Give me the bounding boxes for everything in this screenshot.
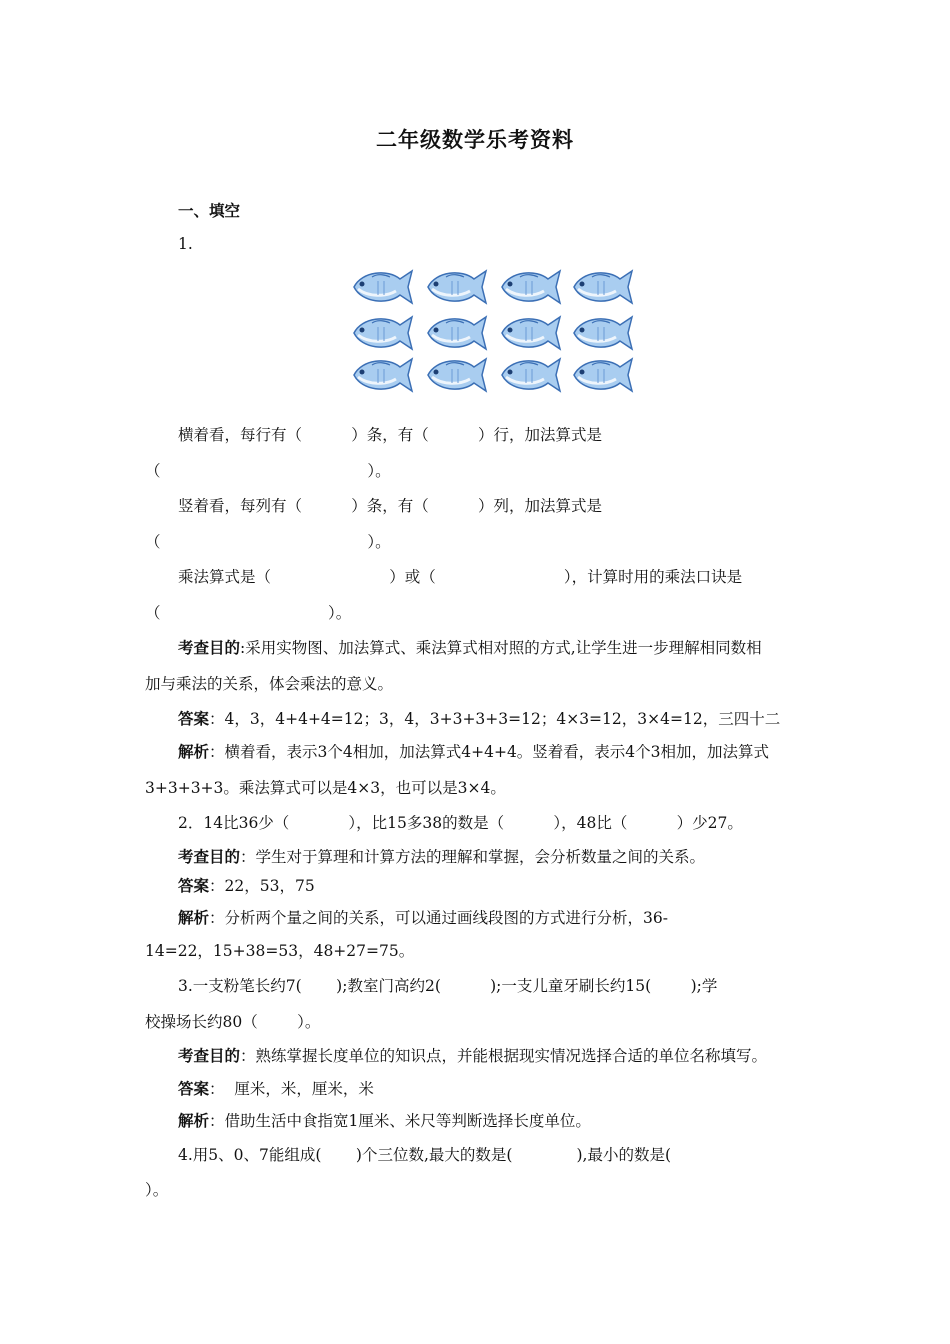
fish-image (346, 265, 640, 397)
section-heading: 一、填空 (178, 202, 241, 220)
q3-question-cont: 校操场长约80（ ）。 (145, 1013, 321, 1031)
q3-purpose: 考查目的：熟练掌握长度单位的知识点，并能根据现实情况选择合适的单位名称填写。 (178, 1047, 768, 1065)
fish-row-3 (354, 359, 632, 391)
q3-analysis: 解析：借助生活中食指宽1厘米、米尺等判断选择长度单位。 (178, 1112, 591, 1130)
q1-multiplication-blank: （ ）。 (145, 604, 352, 622)
q1-answer: 答案：4，3，4+4+4=12；3，4，3+3+3+3=12；4×3=12，3×4=12，三四十二 (178, 710, 781, 728)
q1-horizontal-line: 横着看，每行有（ ）条，有（ ）行，加法算式是 (178, 426, 603, 444)
q2-question: 2．14比36少（ ），比15多38的数是（ ），48比（ ）少27。 (178, 814, 743, 832)
q2-answer: 答案：22，53，75 (178, 877, 315, 895)
q1-vertical-blank: （ ）。 (145, 533, 391, 551)
q1-multiplication-line: 乘法算式是（ ）或（ ），计算时用的乘法口诀是 (178, 568, 743, 586)
q1-analysis: 解析：横着看，表示3个4相加，加法算式4+4+4。竖着看，表示4个3相加，加法算式 (178, 743, 770, 761)
q3-answer: 答案： 厘米，米，厘米，米 (178, 1080, 374, 1098)
fish-row-2 (354, 317, 632, 349)
q1-purpose: 考查目的:采用实物图、加法算式、乘法算式相对照的方式,让学生进一步理解相同数相 (178, 639, 762, 657)
q1-number: 1. (178, 235, 193, 253)
q4-question-cont: ）。 (145, 1181, 169, 1199)
q4-question: 4.用5、0、7能组成( )个三位数,最大的数是( ),最小的数是( (178, 1146, 672, 1164)
q2-analysis-cont: 14=22，15+38=53，48+27=75。 (145, 942, 415, 960)
fish-row-1 (354, 271, 632, 303)
q3-question: 3.一支粉笔长约7( );教室门高约2( );一支儿童牙刷长约15( );学 (178, 977, 718, 995)
fish-illustration (346, 265, 640, 397)
q1-analysis-cont: 3+3+3+3。乘法算式可以是4×3，也可以是3×4。 (145, 779, 506, 797)
q1-horizontal-blank: （ ）。 (145, 462, 391, 480)
page-title: 二年级数学乐考资料 (376, 128, 574, 152)
q2-analysis: 解析：分析两个量之间的关系，可以通过画线段图的方式进行分析，36- (178, 909, 668, 927)
q1-vertical-line: 竖着看，每列有（ ）条，有（ ）列，加法算式是 (178, 497, 603, 515)
q2-purpose: 考查目的：学生对于算理和计算方法的理解和掌握，会分析数量之间的关系。 (178, 848, 706, 866)
q1-purpose-cont: 加与乘法的关系，体会乘法的意义。 (145, 675, 394, 693)
